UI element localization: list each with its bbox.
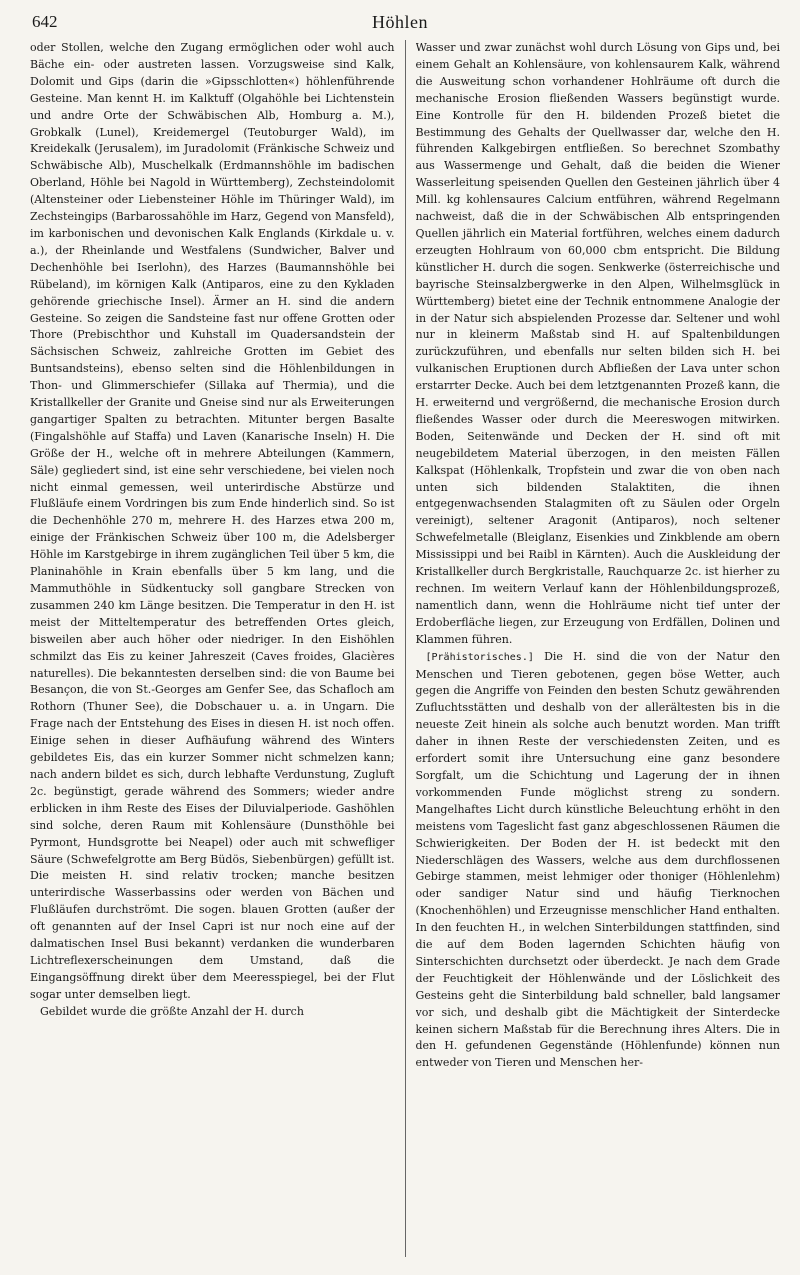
left-paragraph-1: oder Stollen, welche den Zugang ermöglichen oder wohl auch Bäche ein- oder austreten lassen. Vorzugsweise sind Kalk, Dolomit und Gips (darin die »Gipsschlotten«) höhlenführende Gesteine. Man kennt H. im Kalktuff (Olgahöhle bei Lichtenstein und andre Orte der Schwäbischen Alb, Homburg a. M.), Grobkalk (Lunel), Kreidemergel (Teutoburger Wald), im Kreidekalk (Jerusalem), im Juradolomit (Fränkische Schweiz und Schwäbische Alb), Muschelkalk (Erdmannshöhle im badischen Oberland, Höhle bei Nagold in Württemberg), Zechsteindolomit (Altensteiner oder Liebensteiner Höhle im Thüringer Wald), im Zechsteingips (Barbarossahöhle im Harz, Gegend von Mansfeld), im karbonischen und devonischen Kalk Englands (Kirkdale u. v. a.), der Rheinlande und Westfalens (Sundwicher, Balver und Dechenhöhle bei Iserlohn), des Harzes (Baumannshöhle bei Rübeland), im körnigen Kalk (Antiparos, eine zu den Kykladen gehörende griechische Insel). Ärmer an H. sind die andern Gesteine. So zeigen die Sandsteine fast nur offene Grotten oder Thore (Prebischthor und Kuhstall im Quadersandstein der Sächsischen Schweiz, zahlreiche Grotten im Gebiet des Buntsandsteins), ebenso selten sind die Höhlenbildungen in Thon- und Glimmerschiefer (Sillaka auf Thermia), und die Kristallkeller der Granite und Gneise sind nur als Erweiterungen gangartiger Spalten zu betrachten. Mitunter bergen Basalte (Fingalshöhle auf Staffa) und Laven (Kanarische Inseln) H. Die Größe der H., welche oft in mehrere Abteilungen (Kammern, Säle) gegliedert sind, ist eine sehr verschiedene, bei vielen noch nicht einmal gemessen, weil unterirdische Abstürze und Flußläufe einem Vordringen bis zum Ende hinderlich sind. So ist die Dechenhöhle 270 m, mehrere H. des Harzes etwa 200 m, einige der Fränkischen Schweiz über 100 m, die Adelsberger Höhle im Karstgebirge in ihrem zugänglichen Teil über 5 km, die Planinahöhle in Krain ebenfalls über 5 km lang, und die Mammuthöhle in Südkentucky soll gangbare Strecken von zusammen 240 km Länge besitzen. Die Temperatur in den H. ist meist der Mitteltemperatur des betreffenden Ortes gleich, bisweilen aber auch höher oder niedriger. In den Eishöhlen schmilzt das Eis zu keiner Jahreszeit (Caves froides, Glacières naturelles). Die bekanntesten derselben sind: die von Baume bei Besançon, die von St.-Georges am Genfer See, das Schafloch am Rothorn (Thuner See), die Dobschauer u. a. in Ungarn. Die Frage nach der Entstehung des Eises in diesen H. ist noch offen. Einige sehen in dieser Aufhäufung während des Winters gebildetes Eis, das ein kurzer Sommer nicht schmelzen kann; nach andern bildet es sich, durch lebhafte Verdunstung, Zugluft 2c. begünstigt, gerade während des Sommers; wieder andre erblicken in ihm Reste des Eises der Diluvialperiode. Gashöhlen sind solche, deren Raum mit Kohlensäure (Dunsthöhle bei Pyrmont, Hundsgrotte bei Neapel) oder auch mit schwefliger Säure (Schwefelgrotte am Berg Büdös, Siebenbürgen) gefüllt ist. Die meisten H. sind relativ trocken; manche besitzen unterirdische Wasserbassins oder werden von Bächen und Flußläufen durchströmt. Die sogen. blauen Grotten (außer der oft genannten auf der Insel Capri ist nur noch eine auf der dalmatischen Insel Busi bekannt) verdanken die wunderbaren Lichtreflexerscheinungen dem Umstand, daß die Eingangsöffnung direkt über dem Meeresspiegel, bei der Flut sogar unter demselben liegt.	[30, 41, 395, 1001]
section-tag: [Prähistorisches.]	[425, 651, 534, 663]
text-columns	[30, 40, 780, 1257]
right-paragraph-1: Wasser und zwar zunächst wohl durch Lösung von Gips und, bei einem Gehalt an Kohlensäure, von kohlensaurem Kalk, während die Ausweitung schon vorhandener Hohlräume oft durch die mechanische Erosion fließenden Wassers begünstigt wurde. Eine Kontrolle für den H. bildenden Prozeß bietet die Bestimmung des Gehalts der Quellwasser dar, welche den H. führenden Kalkgebirgen entfließen. So berechnet Szombathy aus Wassermenge und Gehalt, daß die beiden die Wiener Wasserleitung speisenden Quellen den Gesteinen jährlich über 4 Mill. kg kohlensaures Calcium entführen, während Regelmann nachweist, daß die in der Schwäbischen Alb entspringenden Quellen jährlich ein Material fortführen, welches einem dadurch erzeugten Hohlraum von 60,000 cbm entspricht. Die Bildung künstlicher H. durch die sogen. Senkwerke (österreichische und bayrische Steinsalzbergwerke in den Alpen, Wilhelmsglück in Württemberg) bietet eine der Technik entnommene Analogie der in der Natur sich abspielenden Prozesse dar. Seltener und wohl nur in kleinerm Maßstab sind H. auf Spaltenbildungen zurückzuführen, und ebenfalls nur selten bilden sich H. bei vulkanischen Eruptionen durch Abfließen der Lava unter schon erstarrter Decke. Auch bei dem letztgenannten Prozeß kann, die H. erweiternd und vergrößernd, die mechanische Erosion durch fließendes Wasser oder durch die Meereswogen mitwirken. Boden, Seitenwände und Decken der H. sind oft mit neugebildetem Material überzogen, in den meisten Fällen Kalkspat (Höhlenkalk, Tropfstein und zwar die von oben nach unten sich bildenden Stalaktiten, die ihnen entgegenwachsenden Stalagmiten oft zu Säulen oder Orgeln vereinigt), seltener Aragonit (Antiparos), noch seltener Schwefelmetalle (Bleiglanz, Eisenkies und Zinkblende am obern Mississippi und bei Raibl in Kärnten). Auch die Auskleidung der Kristallkeller durch Bergkristalle, Rauchquarze 2c. ist hierher zu rechnen. Im weitern Verlauf kann der Höhlenbildungsprozeß, namentlich dann, wenn die Hohlräume nicht tief unter der Erdoberfläche liegen, zur Erzeugung von Erdfällen, Dolinen und Klammen führen.	[415, 41, 780, 646]
page-header	[20, 12, 780, 38]
right-column	[416, 40, 781, 1257]
right-paragraph-2-text: Die H. sind die von der Natur den Menschen und Tieren gebotenen, gegen böse Wetter, auch gegen die Angriffe von Feinden den besten Schutz gewährenden Zufluchtsstätten und deshalb von der allerältesten bis in die neueste Zeit hinein als solche auch benutzt worden. Man trifft daher in ihnen Reste der verschiedensten Zeiten, und es erfordert somit ihre Untersuchung eine ganz besondere Sorgfalt, um die Schichtung und Lagerung der in ihnen vorkommenden Funde möglichst streng zu sondern. Mangelhaftes Licht durch künstliche Beleuchtung erhöht in den meistens vom Tageslicht fast ganz abgeschlossenen Räumen die Schwierigkeiten. Der Boden der H. ist bedeckt mit den Niederschlägen des Wassers, welche aus dem durchflossenen Gebirge stammen, meist lehmiger oder thoniger (Höhlenlehm) oder sandiger Natur sind und häufig Tierknochen (Knochenhöhlen) und Erzeugnisse menschlicher Hand enthalten. In den feuchten H., in welchen Sinterbildungen stattfinden, sind die auf dem Boden lagernden Schichten häufig von Sinterschichten durchsetzt oder überdeckt. Je nach dem Grade der Feuchtigkeit der Höhlenwände und der Löslichkeit des Gesteins geht die Sinterbildung bald schneller, bald langsamer vor sich, und deshalb gibt die Mächtigkeit der Sinterdecke keinen sichern Maßstab für die Berechnung ihres Alters. Die in den H. gefundenen Gegenstände (Höhlenfunde) können nun entweder von Tieren und Menschen her-	[415, 649, 780, 1070]
column-divider	[405, 40, 406, 1257]
left-column	[30, 40, 395, 1257]
right-paragraph-2	[416, 649, 781, 1073]
left-paragraph-2: Gebildet wurde die größte Anzahl der H. durch	[40, 1004, 304, 1018]
running-title: Höhlen	[372, 12, 428, 32]
page-number: 642	[32, 12, 58, 31]
